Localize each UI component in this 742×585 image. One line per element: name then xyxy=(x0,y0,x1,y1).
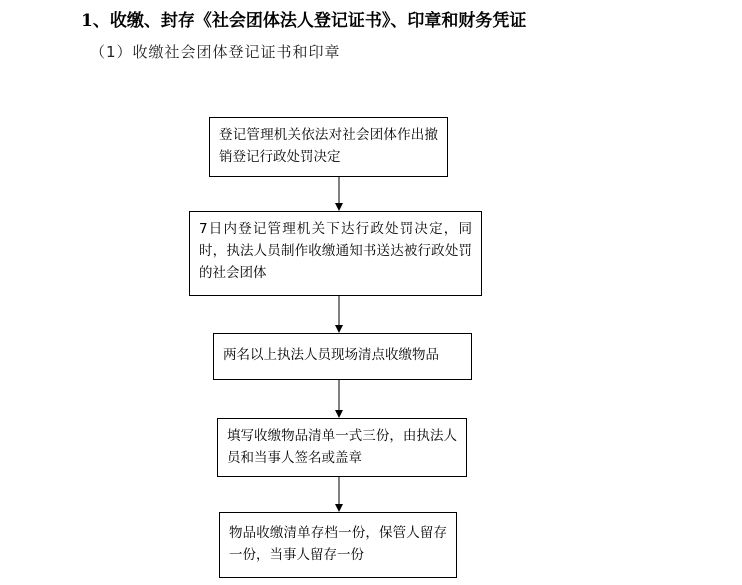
flow-step-5: 物品收缴清单存档一份，保管人留存一份，当事人留存一份 xyxy=(219,512,457,578)
section-title: 1、收缴、封存《社会团体法人登记证书》、印章和财务凭证 xyxy=(81,11,527,31)
subsection-title: （1）收缴社会团体登记证书和印章 xyxy=(90,43,341,61)
flow-step-3: 两名以上执法人员现场清点收缴物品 xyxy=(213,333,472,380)
flow-step-2: 7日内登记管理机关下达行政处罚决定，同时，执法人员制作收缴通知书送达被行政处罚的社会团体 xyxy=(189,211,482,296)
flow-step-4: 填写收缴物品清单一式三份，由执法人员和当事人签名或盖章 xyxy=(217,418,467,477)
flow-step-1: 登记管理机关依法对社会团体作出撤销登记行政处罚决定 xyxy=(209,117,448,177)
